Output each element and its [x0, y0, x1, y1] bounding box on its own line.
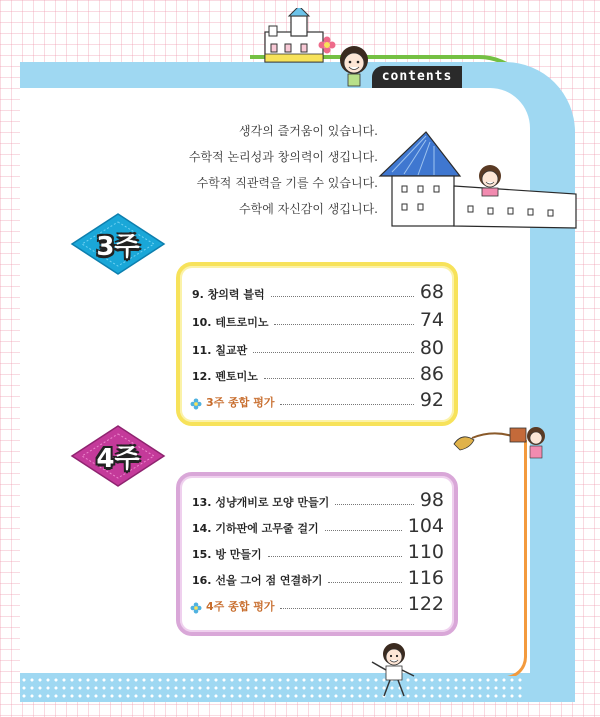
- leader-dots: [328, 582, 401, 583]
- week-3-badge: [70, 212, 166, 276]
- leader-dots: [274, 324, 413, 325]
- flower-bullet-icon: [190, 398, 202, 410]
- toc-item-page: 68: [419, 281, 444, 303]
- toc-item-page: 104: [407, 515, 444, 537]
- leader-dots: [335, 504, 414, 505]
- toc-item[interactable]: [192, 516, 444, 536]
- house-icon: [378, 128, 578, 233]
- bottom-dotted-strip: [20, 676, 525, 702]
- toc-item-page: 98: [419, 489, 444, 511]
- toc-item-page: 80: [419, 337, 444, 359]
- toc-item[interactable]: [192, 338, 444, 358]
- toc-item[interactable]: [192, 282, 444, 302]
- leader-dots: [280, 608, 401, 609]
- toc-item[interactable]: [192, 568, 444, 588]
- leader-dots: [271, 296, 414, 297]
- toc-item-label: 3주 종합 평가: [206, 396, 275, 409]
- paper-plane-icon: [452, 420, 548, 464]
- girl-character-icon: [334, 42, 374, 92]
- toc-item-label: 14. 기하판에 고무줄 걸기: [192, 522, 319, 535]
- toc-item-page: 122: [407, 593, 444, 615]
- week-4-badge-label: 4주: [96, 443, 140, 474]
- toc-item-label: 12. 펜토미노: [192, 370, 258, 383]
- toc-item-page: 110: [407, 541, 444, 563]
- toc-item-label: 9. 창의력 블럭: [192, 288, 265, 301]
- toc-item-page: 116: [407, 567, 444, 589]
- intro-line: 수학에 자신감이 생깁니다.: [239, 202, 378, 216]
- boy-character-icon: [368, 640, 420, 702]
- intro-line: 생각의 즐거움이 있습니다.: [239, 124, 378, 138]
- toc-item[interactable]: [192, 542, 444, 562]
- toc-item[interactable]: [192, 490, 444, 510]
- toc-item[interactable]: [192, 310, 444, 330]
- toc-item[interactable]: [192, 364, 444, 384]
- toc-item-label: 4주 종합 평가: [206, 600, 275, 613]
- toc-item-label: 10. 테트로미노: [192, 316, 269, 329]
- intro-line: 수학적 직관력을 기를 수 있습니다.: [196, 176, 378, 190]
- toc-summary-item[interactable]: [190, 594, 444, 614]
- toc-item-label: 13. 성냥개비로 모양 만들기: [192, 496, 330, 509]
- toc-item-label: 16. 선을 그어 점 연결하기: [192, 574, 323, 587]
- toc-item-label: 15. 방 만들기: [192, 548, 262, 561]
- toc-item-page: 86: [419, 363, 444, 385]
- toc-summary-item[interactable]: [190, 390, 444, 410]
- leader-dots: [325, 530, 402, 531]
- toc-item-page: 74: [419, 309, 444, 331]
- flower-bullet-icon: [190, 602, 202, 614]
- leader-dots: [268, 556, 402, 557]
- leader-dots: [280, 404, 413, 405]
- intro-line: 수학적 논리성과 창의력이 생깁니다.: [188, 150, 378, 164]
- intro-text: [189, 118, 378, 222]
- leader-dots: [253, 352, 414, 353]
- week-4-badge: [70, 424, 166, 488]
- leader-dots: [264, 378, 414, 379]
- toc-item-label: 11. 칠교판: [192, 344, 248, 357]
- contents-label: contents: [372, 66, 462, 88]
- week-3-badge-label: 3주: [96, 231, 140, 262]
- toc-item-page: 92: [419, 389, 444, 411]
